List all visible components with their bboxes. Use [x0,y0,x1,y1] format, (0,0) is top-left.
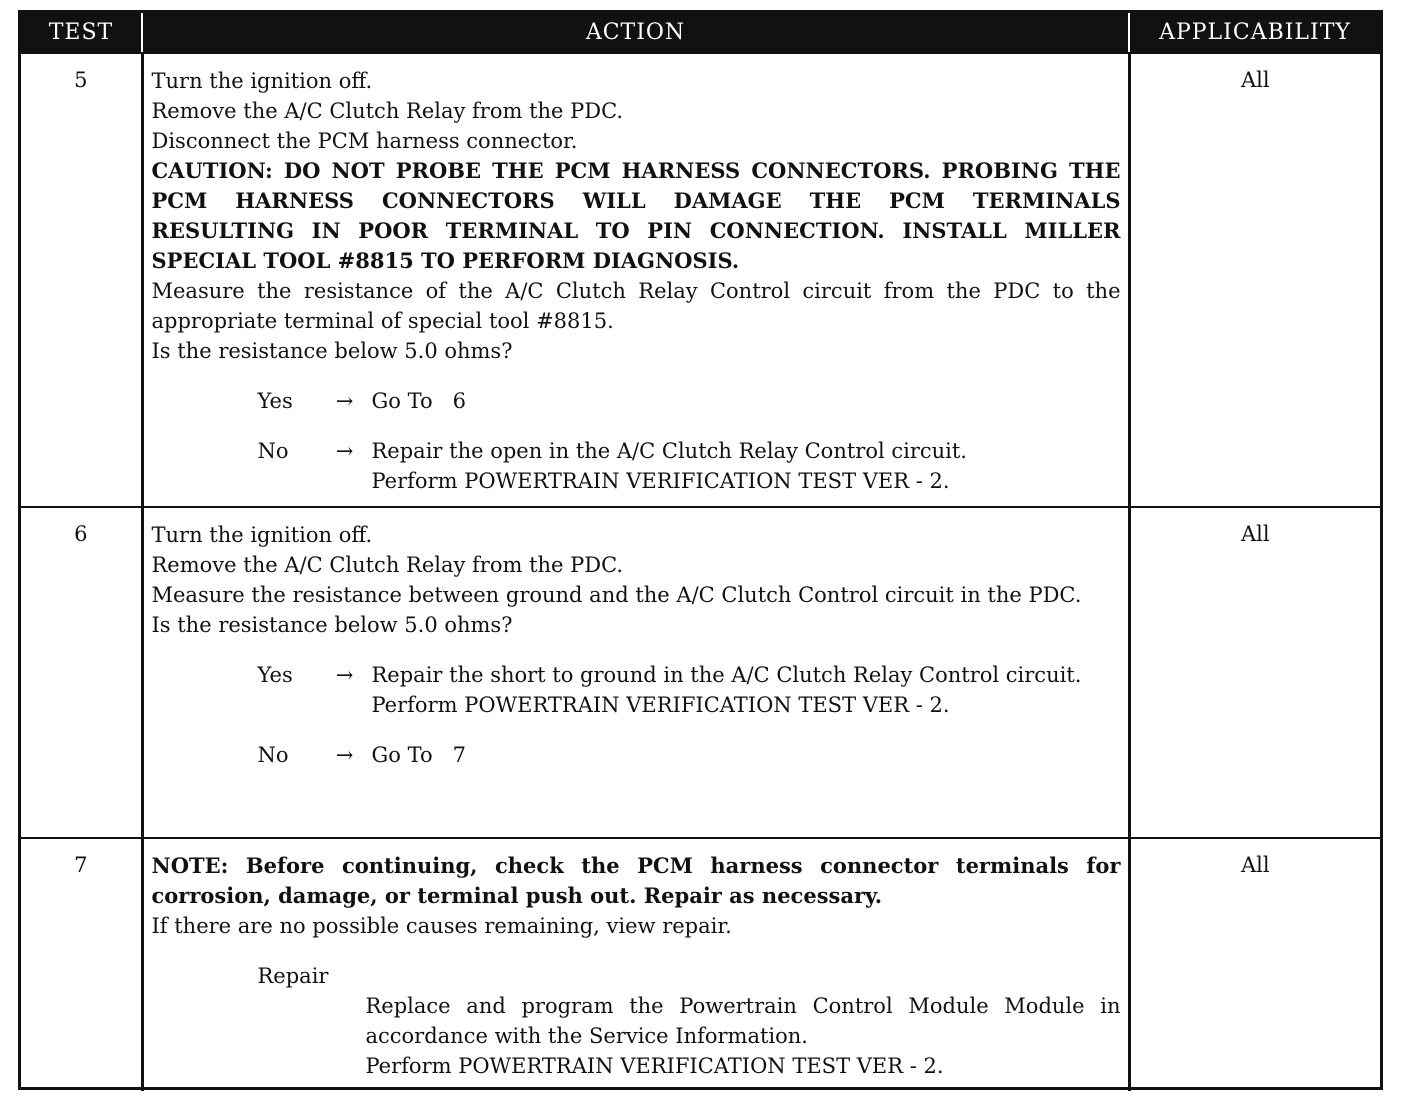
table-row-test-6 [21,507,1380,838]
yes-result-text: Go To 6 [371,389,466,413]
repair-instructions [366,991,1121,1081]
action-step: Remove the A/C Clutch Relay from the PDC. [151,99,624,123]
applicability-cell: All [1129,838,1380,1091]
header-applicability: APPLICABILITY [1129,13,1380,53]
action-step: Turn the ignition off. [151,69,373,93]
yes-result-text: Repair the short to ground in the A/C Clutch Relay Control circuit. [371,663,1082,687]
no-result-text: Go To 7 [371,743,466,767]
table-header-row [21,13,1380,53]
action-cell [142,838,1129,1091]
applicability-cell: All [1129,53,1380,507]
header-test: TEST [21,13,142,53]
no-result [372,740,1121,770]
test-number: 7 [21,838,142,1091]
instruction-text: If there are no possible causes remaining, view repair. [151,914,732,938]
right-arrow-icon: → [335,743,354,767]
diagnostic-table-frame [18,10,1383,1090]
action-step: Disconnect the PCM harness connector. [151,129,578,153]
yes-result [372,660,1121,720]
yes-result-verification: Perform POWERTRAIN VERIFICATION TEST VER - 2. [371,693,950,717]
action-step: Turn the ignition off. [151,523,373,547]
repair-label: Repair [257,964,329,988]
no-result-verification: Perform POWERTRAIN VERIFICATION TEST VER - 2. [371,469,950,493]
right-arrow-icon: → [335,663,354,687]
test-number: 6 [21,507,142,838]
action-cell [142,507,1129,838]
yes-result [372,386,1121,416]
repair-verification: Perform POWERTRAIN VERIFICATION TEST VER - 2. [365,1054,944,1078]
question-text: Is the resistance below 5.0 ohms? [151,613,513,637]
question-text: Is the resistance below 5.0 ohms? [151,339,513,363]
no-label: No [257,743,289,767]
diagnostic-table [21,13,1380,1091]
measure-instruction: Measure the resistance between ground and the A/C Clutch Control circuit in the PDC. [151,583,1082,607]
caution-text: CAUTION: DO NOT PROBE THE PCM HARNESS CONNECTORS. PROBING THE PCM HARNESS CONNECTORS WILL DAMAGE THE PCM TERMINALS RESULTING IN POOR TERMINAL TO PIN CONNECTION. INSTALL MILLER SPECIAL TOOL #8815 TO PERFORM DIAGNOSIS. [151,158,1121,273]
table-row-test-7 [21,838,1380,1091]
yes-branch [152,386,1121,416]
yes-branch [152,660,1121,720]
note-text: NOTE: Before continuing, check the PCM harness connector terminals for corrosion, damage, or terminal push out. Repair as necessary. [151,853,1121,908]
no-branch [152,436,1121,496]
no-label: No [257,439,289,463]
header-action: ACTION [142,13,1129,53]
action-cell [142,53,1129,507]
yes-label: Yes [257,663,293,687]
table-row-test-5 [21,53,1380,507]
right-arrow-icon: → [335,389,354,413]
measure-instruction: Measure the resistance of the A/C Clutch Relay Control circuit from the PDC to the appropriate terminal of special tool #8815. [151,279,1121,333]
no-result [372,436,1121,496]
applicability-cell: All [1129,507,1380,838]
action-step: Remove the A/C Clutch Relay from the PDC. [151,553,624,577]
no-result-text: Repair the open in the A/C Clutch Relay Control circuit. [371,439,967,463]
yes-label: Yes [257,389,293,413]
right-arrow-icon: → [335,439,354,463]
repair-step: Replace and program the Powertrain Control Module Module in accordance with the Service Information. [365,994,1121,1048]
test-number: 5 [21,53,142,507]
no-branch [152,740,1121,770]
